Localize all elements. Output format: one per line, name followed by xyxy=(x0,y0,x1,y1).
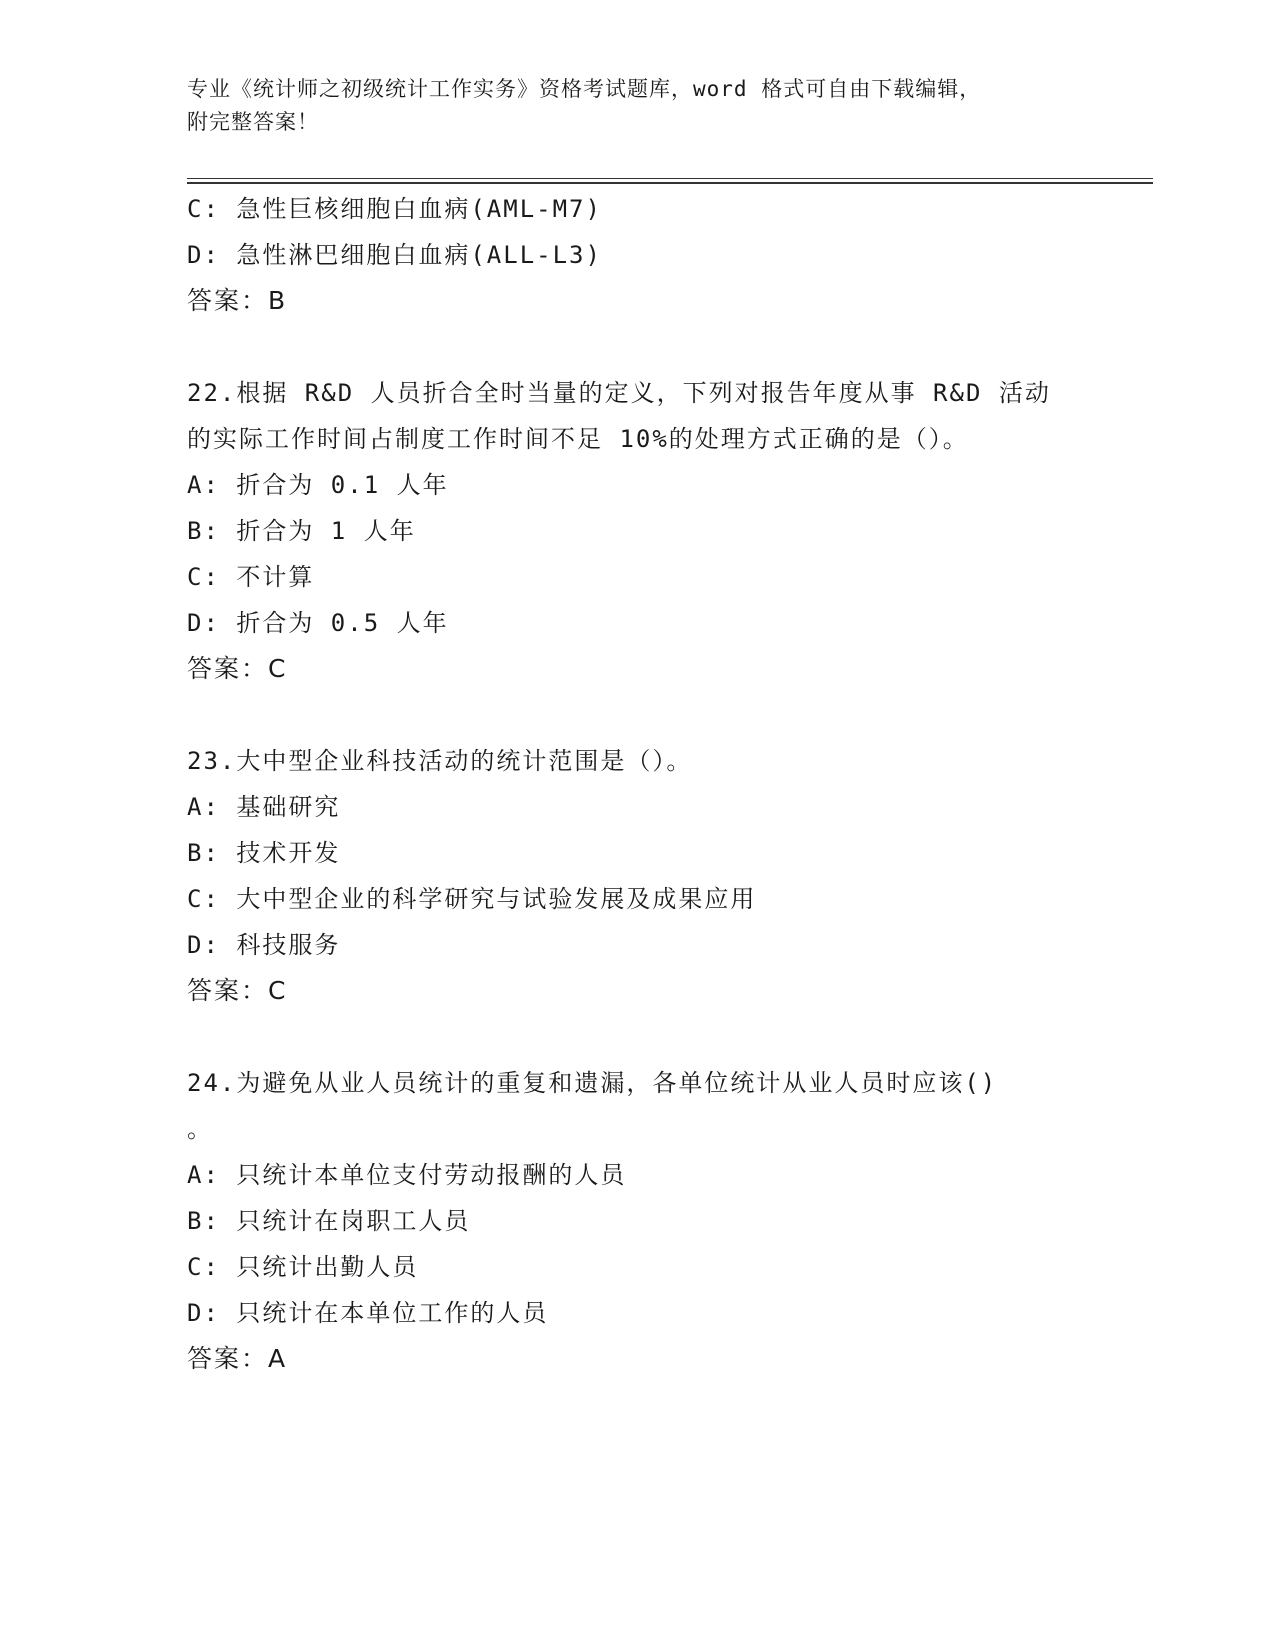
question-stem-line-1: 24.为避免从业人员统计的重复和遗漏，各单位统计从业人员时应该() xyxy=(187,1069,998,1097)
option-b: B: 折合为 1 人年 xyxy=(187,517,416,545)
question-stem-line-2: 。 xyxy=(187,1115,211,1143)
question-block-prev xyxy=(187,186,1087,324)
question-block-24 xyxy=(187,1060,1087,1382)
answer-line: 答案：C xyxy=(187,976,288,1005)
option-d: D: 急性淋巴细胞白血病(ALL-L3) xyxy=(187,241,602,269)
option-a: A: 只统计本单位支付劳动报酬的人员 xyxy=(187,1161,627,1189)
answer-line: 答案：A xyxy=(187,1344,288,1373)
question-block-23 xyxy=(187,738,1087,1014)
document-header xyxy=(187,73,1087,139)
question-stem-line-2: 的实际工作时间占制度工作时间不足 10%的处理方式正确的是（）。 xyxy=(187,425,969,453)
option-b: B: 只统计在岗职工人员 xyxy=(187,1207,471,1235)
header-title-line-1: 专业《统计师之初级统计工作实务》资格考试题库，word 格式可自由下载编辑， xyxy=(187,77,982,101)
option-c: C: 大中型企业的科学研究与试验发展及成果应用 xyxy=(187,885,757,913)
question-list xyxy=(187,186,1087,1382)
option-d: D: 只统计在本单位工作的人员 xyxy=(187,1299,549,1327)
header-divider-thin xyxy=(187,178,1153,179)
header-title-line-2: 附完整答案！ xyxy=(187,110,319,134)
option-a: A: 折合为 0.1 人年 xyxy=(187,471,449,499)
question-stem-line-1: 23.大中型企业科技活动的统计范围是（）。 xyxy=(187,747,693,775)
answer-line: 答案：B xyxy=(187,286,288,315)
option-d: D: 科技服务 xyxy=(187,931,341,959)
answer-line: 答案：C xyxy=(187,654,288,683)
option-d: D: 折合为 0.5 人年 xyxy=(187,609,449,637)
option-b: B: 技术开发 xyxy=(187,839,341,867)
option-a: A: 基础研究 xyxy=(187,793,341,821)
option-c: C: 只统计出勤人员 xyxy=(187,1253,419,1281)
option-c: C: 不计算 xyxy=(187,563,315,591)
spacer xyxy=(187,324,1087,370)
option-c: C: 急性巨核细胞白血病(AML-M7) xyxy=(187,195,602,223)
spacer xyxy=(187,1014,1087,1060)
question-block-22 xyxy=(187,370,1087,692)
spacer xyxy=(187,692,1087,738)
header-divider-thick xyxy=(187,182,1153,184)
question-stem-line-1: 22.根据 R&D 人员折合全时当量的定义，下列对报告年度从事 R&D 活动 xyxy=(187,379,1051,407)
